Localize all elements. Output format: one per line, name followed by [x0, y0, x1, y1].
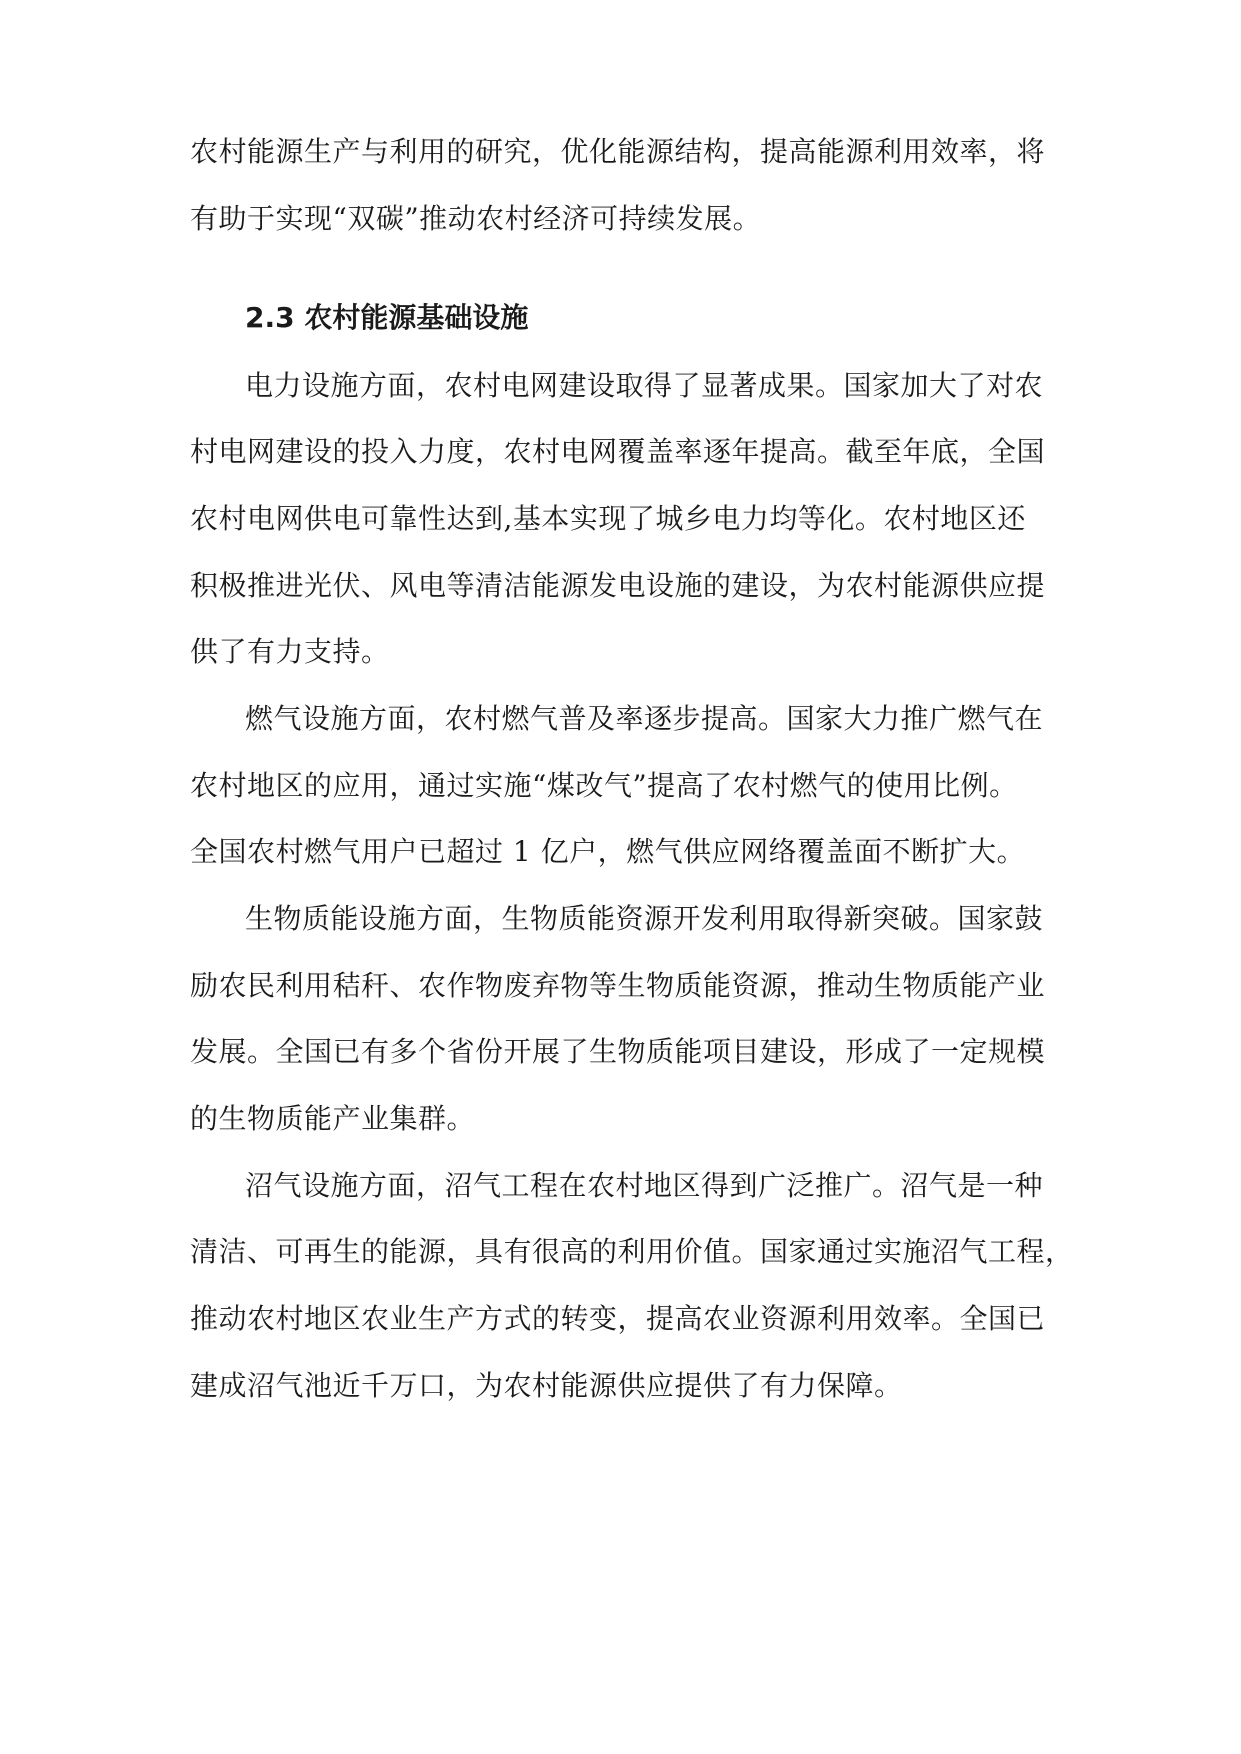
text-line: 生物质能设施方面，生物质能资源开发利用取得新突破。国家鼓	[245, 902, 1044, 935]
text-line: 有助于实现“双碳”推动农村经济可持续发展。	[190, 202, 762, 235]
text-line: 农村地区的应用，通过实施“煤改气”提高了农村燃气的使用比例。	[190, 769, 1018, 802]
text-line: 的生物质能产业集群。	[190, 1102, 476, 1135]
text-line: 推动农村地区农业生产方式的转变，提高农业资源利用效率。全国已	[190, 1302, 1046, 1335]
text-line: 燃气设施方面，农村燃气普及率逐步提高。国家大力推广燃气在	[245, 702, 1044, 735]
text-line: 积极推进光伏、风电等清洁能源发电设施的建设，为农村能源供应提	[190, 569, 1046, 602]
text-line: 村电网建设的投入力度，农村电网覆盖率逐年提高。截至年底，全国	[190, 435, 1046, 468]
text-line: 发展。全国已有多个省份开展了生物质能项目建设，形成了一定规模	[190, 1035, 1046, 1068]
text-line: 沼气设施方面，沼气工程在农村地区得到广泛推广。沼气是一种	[245, 1169, 1044, 1202]
text-line: 励农民利用秸秆、农作物废弃物等生物质能资源，推动生物质能产业	[190, 969, 1046, 1002]
text-line: 供了有力支持。	[190, 635, 390, 668]
text-line: 农村能源生产与利用的研究，优化能源结构，提高能源利用效率，将	[190, 135, 1046, 168]
text-line: 建成沼气池近千万口，为农村能源供应提供了有力保障。	[190, 1369, 903, 1402]
text-line: 全国农村燃气用户已超过 1 亿户，燃气供应网络覆盖面不断扩大。	[190, 835, 1026, 868]
text-line: 农村电网供电可靠性达到,基本实现了城乡电力均等化。农村地区还	[190, 502, 1026, 535]
text-line: 电力设施方面，农村电网建设取得了显著成果。国家加大了对农	[245, 369, 1044, 402]
text-line: 清洁、可再生的能源，具有很高的利用价值。国家通过实施沼气工程，	[190, 1235, 1074, 1268]
section-heading: 2.3 农村能源基础设施	[245, 301, 529, 334]
